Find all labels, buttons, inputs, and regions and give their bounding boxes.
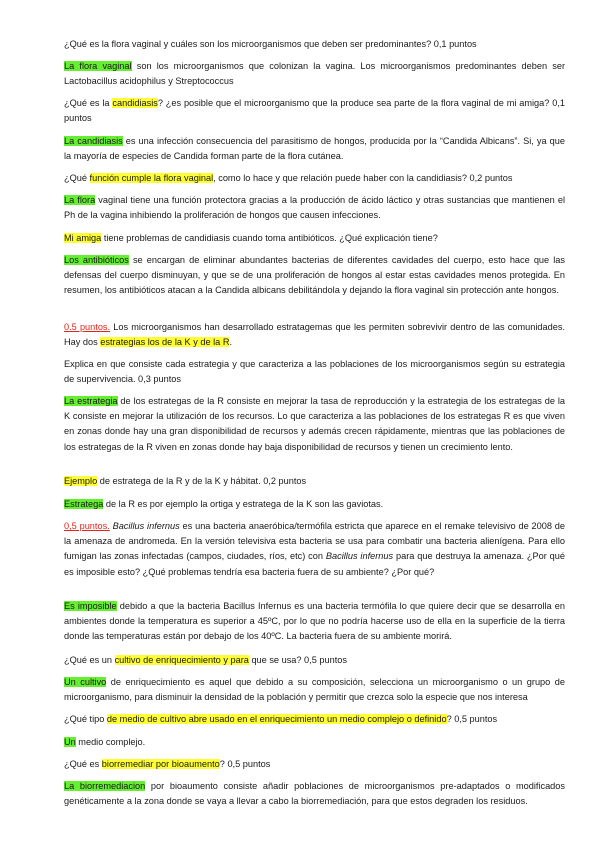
answer-text: medio complejo. [75,737,146,747]
highlight-yellow: cultivo de enriquecimiento y para [114,655,249,665]
answer-candidiasis [64,134,565,164]
answer-text: debido a que la bacteria Bacillus Infernus es una bacteria termófila lo que quiere decir que se desarrolla en ambientes donde la temperatura es superior a 45ºC, por lo que no podría hacerse uso de ella en la superficie de la tierra donde las temperaturas están por debajo de los 40ºC. La bacteria fuera de su ambiente morirá. [64,601,565,642]
question-text: ¿Qué [64,173,90,183]
answer-text: de la R es por ejemplo la ortiga y estratega de la K son las gaviotas. [103,499,384,509]
question-text: Los microorganismos han desarrollado estratagemas que les permiten sobrevivir dentro de las comunidades. Hay dos [64,322,565,348]
highlight-green: Estratega [64,499,104,509]
answer-ejemplo [64,497,565,512]
question-medio-cultivo [64,712,565,727]
highlight-green: La flora vaginal [64,61,132,71]
question-biorremediar [64,757,565,772]
highlight-yellow: candidiasis [112,98,158,108]
highlight-yellow: Mi amiga [64,233,102,243]
question-flora-vaginal [64,37,565,52]
answer-text: son los microorganismos que colonizan la vagina. Los microorganismos predominantes deben ser Lactobacillus acidophilus y Streptococcus [64,61,565,87]
answer-biorremediar [64,779,565,809]
answer-text: por bioaumento consiste añadir poblaciones de microorganismos pre-adaptados o modificados genéticamente a la zona donde se vaya a llevar a cabo la biorremediación, para que estos degraden los residuos. [64,781,565,807]
question-text: ¿Qué es la [64,98,113,108]
question-text: . [229,337,233,348]
question-estrategias [64,320,565,350]
highlight-yellow: biorremediar por bioaumento [101,759,220,769]
question-text: para que destruya la amenaza. ¿Por qué es imposible esto? ¿Qué problemas tendría esa bacteria fuera de su ambiente? ¿Por qué? [64,551,565,577]
question-text: ? 0,5 puntos [446,714,498,724]
question-antibioticos [64,231,565,246]
question-bacillus-infernus [64,519,565,580]
question-text: , como lo hace y que relación puede haber con la candidiasis? 0,2 puntos [213,173,513,183]
answer-estrategia [64,394,565,455]
answer-flora-vaginal [64,59,565,89]
points-label: 0.5 puntos. [64,322,111,332]
highlight-green: Un [64,737,76,747]
highlight-green: Los antibióticos [64,255,129,265]
question-text: de estratega de la R y de la K y hábitat. 0,2 puntos [97,476,307,486]
highlight-green: La flora [64,195,96,205]
species-name: Bacillus infernus [325,551,394,562]
highlight-yellow: estrategias los de la K y de la R [100,337,230,348]
answer-text: es una infección consecuencia del parasitismo de hongos, producida por la “Candida Albicans”. Si, ya que la mayoría de especies de Candida forman parte de la flora cutánea. [64,136,565,162]
question-text: Explica en que consiste cada estrategia y que caracteriza a las poblaciones de los microorganismos según su estrategia de supervivencia. 0,3 puntos [64,359,565,385]
highlight-yellow: de medio de cultivo abre usado en el enriquecimiento un medio complejo o definido [106,714,447,724]
answer-text: de enriquecimiento es aquel que debido a su composición, selecciona un microorganismo o un grupo de microorganismo, para disminuir la densidad de la población y permitir que crezca solo la especie que nos interesa [64,677,566,703]
question-text: ¿Qué es [64,759,102,769]
question-text: tiene problemas de candidiasis cuando toma antibióticos. ¿Qué explicación tiene? [101,233,438,243]
question-text: ¿Qué tipo [64,714,107,724]
highlight-green: La candidiasis [64,136,123,146]
question-explica-estrategia [64,357,565,387]
answer-text: se encargan de eliminar abundantes bacterias de diferentes cavidades del cuerpo, esto hace que las defensas del cuerpo disminuyan, y que se de una proliferación de hongos al estar estas cavidades menos protegida. En resumen, los antibióticos atacan a la Candida albicans debilitándola y dejando la flora vaginal sin protección ante hongos. [64,255,565,296]
question-text: ? ¿es posible que el microorganismo que la produce sea parte de la flora vaginal de mi amiga? 0,1 puntos [64,98,565,124]
question-text: es una bacteria anaeróbica/termófila estricta que aparece en el remake televisivo de 2008 de la amenaza de andromeda. En la versión televisiva esta bacteria se usa para combatir una bacteria alienígena. Para ello fumigan las zonas infectadas (campos, ciudades, ríos, etc) con [64,521,565,562]
answer-text: vaginal tiene una función protectora gracias a la producción de ácido láctico y otras sustancias que mantienen el Ph de la vagina inhibiendo la proliferación de hongos que causen infecciones. [64,195,565,221]
answer-bacillus-infernus [64,599,565,645]
highlight-yellow: función cumple la flora vaginal [89,173,214,183]
answer-medio-cultivo [64,735,565,750]
question-cultivo-enriquecimiento [64,653,565,668]
question-text: ¿Qué es la flora vaginal y cuáles son los microorganismos que deben ser predominantes? 0,1 puntos [64,39,477,49]
question-text: ¿Qué es un [64,655,115,665]
highlight-yellow: Ejemplo [64,476,98,486]
answer-cultivo-enriquecimiento [64,675,565,705]
highlight-green: Es imposible [64,601,117,611]
highlight-green: La estrategia [64,396,118,406]
question-funcion-flora [64,171,565,186]
question-text: que se usa? 0,5 puntos [248,655,347,665]
answer-antibioticos [64,253,565,299]
question-ejemplo [64,474,565,489]
answer-text: de los estrategas de la R consiste en mejorar la tasa de reproducción y la estrategia de los estrategas de la K consiste en mejorar la utilización de los recursos. Lo que caracteriza a las poblaciones de los estrategas R es que viven en zonas donde hay una gran disponibilidad de recursos y además crecen rápidamente, mientras que las poblaciones de los estrategas de la R viven en zonas donde hay baja disponibilidad de recursos y tienen un crecimiento lento. [64,396,566,452]
species-name: Bacillus infernus [112,521,180,531]
highlight-green: Un cultivo [64,677,107,687]
highlight-green: La biorremediacion [64,781,146,791]
answer-funcion-flora [64,193,565,223]
points-label: 0,5 puntos. [64,521,110,531]
question-candidiasis [64,96,565,126]
question-text: ? 0,5 puntos [219,759,271,769]
